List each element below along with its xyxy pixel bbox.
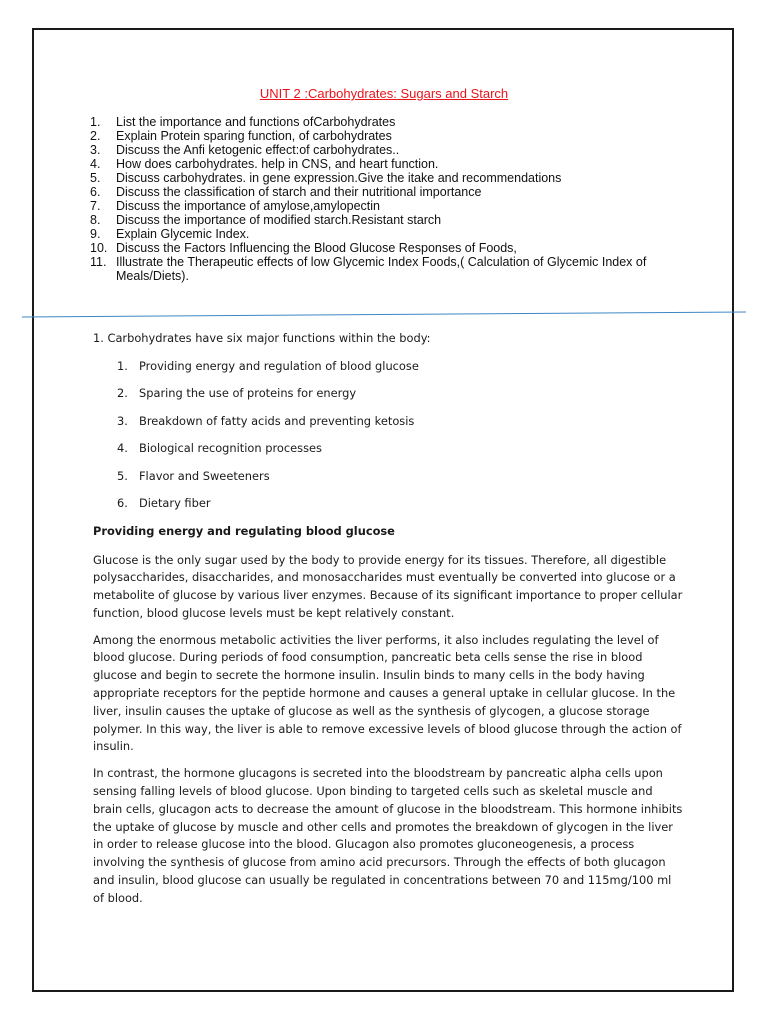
question-number: 4.: [90, 157, 101, 171]
question-item: [90, 171, 680, 185]
body-paragraph: In contrast, the hormone glucagons is secreted into the bloodstream by pancreatic alpha cells upon sensing falling levels of blood glucose. Upon binding to targeted cells such as skeletal muscle and brain cells, glucagon acts to decrease the amount of glucose in the bloodstream. This hormone inhibits the uptake of glucose by muscle and other cells and promotes the breakdown of glycogen in the liver in order to release glucose into the blood. Glucagon also promotes gluconeogenesis, a process involving the synthesis of glucose from amino acid precursors. Through the effects of both glucagon and insulin, blood glucose can usually be regulated in concentrations between 70 and 115mg/100 ml of blood.: [93, 766, 683, 905]
question-list: [90, 115, 680, 283]
function-item: [117, 468, 683, 486]
question-item: [90, 185, 680, 199]
question-item: [90, 129, 680, 143]
question-number: 1.: [90, 115, 101, 129]
function-number: 4.: [117, 441, 128, 456]
function-text: Flavor and Sweeteners: [139, 468, 270, 483]
question-item: [90, 157, 680, 171]
function-text: Providing energy and regulation of blood glucose: [139, 358, 419, 373]
function-number: 1.: [117, 358, 128, 373]
question-text: Illustrate the Therapeutic effects of low Glycemic Index Foods,( Calculation of Glycemic Index of Meals/Diets).: [116, 255, 647, 283]
function-item: [117, 440, 683, 458]
body-paragraph: Among the enormous metabolic activities the liver performs, it also includes regulating the level of blood glucose. During periods of food consumption, pancreatic beta cells sense the rise in blood glucose and begin to secrete the hormone insulin. Insulin binds to many cells in the body having appropriate receptors for the peptide hormone and causes a general uptake in cellular glucose. In the liver, insulin causes the uptake of glucose as well as the synthesis of glycogen, a glucose storage polymer. In this way, the liver is able to remove excessive levels of blood glucose through the action of insulin.: [93, 632, 682, 754]
question-number: 10.: [90, 241, 108, 255]
question-number: 3.: [90, 143, 101, 157]
function-list: [93, 358, 683, 513]
function-text: Breakdown of fatty acids and preventing ketosis: [139, 413, 415, 428]
function-number: 3.: [117, 413, 128, 428]
body-paragraph: Glucose is the only sugar used by the body to provide energy for its tissues. Therefore, all digestible polysaccharides, disaccharides, and monosaccharides must eventually be converted into glucose or a metabolite of glucose by various liver enzymes. Because of its significant importance to proper cellular function, blood glucose levels must be kept relatively constant.: [93, 552, 683, 620]
function-number: 2.: [117, 386, 128, 401]
question-number: 9.: [90, 227, 101, 241]
question-text: Discuss the Anfi ketogenic effect:of carbohydrates..: [116, 143, 400, 157]
answer-intro: 1. Carbohydrates have six major functions within the body:: [93, 331, 431, 345]
function-item: [117, 385, 683, 403]
function-number: 6.: [117, 496, 128, 511]
question-text: List the importance and functions ofCarbohydrates: [116, 115, 396, 129]
question-item: [90, 115, 680, 129]
question-number: 11.: [90, 255, 107, 269]
question-number: 5.: [90, 171, 101, 185]
unit-title: UNIT 2 :Carbohydrates: Sugars and Starch: [259, 86, 509, 101]
question-item: [90, 241, 680, 255]
function-number: 5.: [117, 468, 128, 483]
question-item: [90, 227, 680, 241]
question-text: Discuss the Factors Influencing the Blood Glucose Responses of Foods,: [116, 241, 517, 255]
question-text: How does carbohydrates. help in CNS, and heart function.: [116, 157, 439, 171]
question-text: Discuss the classification of starch and their nutritional importance: [116, 185, 482, 199]
question-item: [90, 143, 680, 157]
question-item: [90, 213, 680, 227]
question-number: 6.: [90, 185, 101, 199]
question-text: Explain Protein sparing function, of carbohydrates: [116, 129, 392, 143]
question-text: Discuss carbohydrates. in gene expression.Give the itake and recommendations: [116, 171, 562, 185]
function-text: Biological recognition processes: [139, 441, 322, 456]
question-text: Discuss the importance of modified starch.Resistant starch: [116, 213, 442, 227]
question-number: 7.: [90, 199, 101, 213]
question-text: Explain Glycemic Index.: [116, 227, 250, 241]
answer-section: [93, 330, 683, 917]
section-divider: [22, 310, 746, 318]
function-item: [117, 413, 683, 431]
function-text: Dietary fiber: [139, 496, 211, 511]
question-number: 8.: [90, 213, 101, 227]
function-item: [117, 358, 683, 376]
function-text: Sparing the use of proteins for energy: [139, 386, 357, 401]
section-subheading: Providing energy and regulating blood glucose: [93, 523, 395, 538]
function-item: [117, 495, 683, 513]
question-item: [90, 199, 680, 213]
question-text: Discuss the importance of amylose,amylopectin: [116, 199, 381, 213]
question-number: 2.: [90, 129, 101, 143]
question-item: [90, 255, 680, 283]
